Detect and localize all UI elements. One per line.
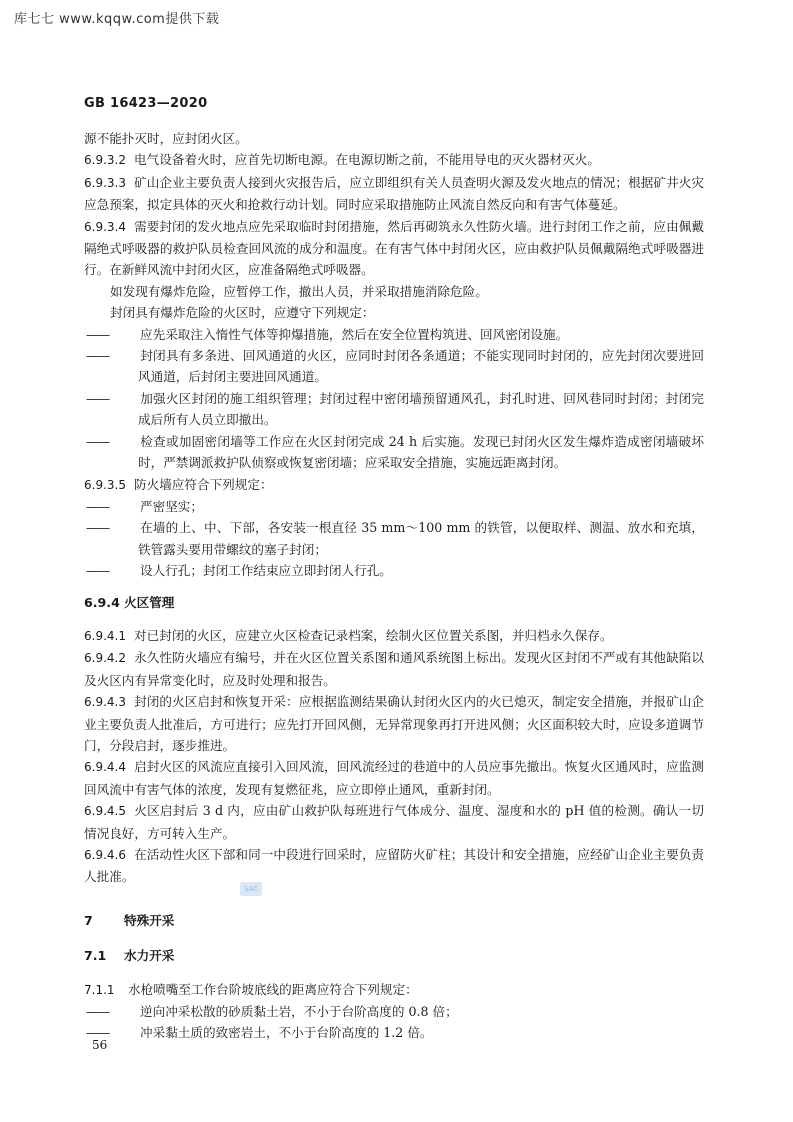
- list-item-text: 封闭具有多条进、回风通道的火区，应同时封闭各条通道；不能实现同时封闭的，应先封闭次要进回风通道，后封闭主要进回风通道。: [138, 348, 704, 385]
- em-dash-bullet: ——: [86, 348, 110, 364]
- clause-paragraph: [84, 149, 704, 171]
- list-item-text: 检查或加固密闭墙等工作应在火区封闭完成 24 h 后实施。发现已封闭火区发生爆炸造成密闭墙破坏时，严禁调派救护队侦察或恢复密闭墙；应采取安全措施，实施远距离封闭。: [138, 433, 704, 471]
- section-title: 特殊开采: [124, 912, 175, 928]
- document-body: [84, 128, 704, 1044]
- sac-stamp-icon: SAC: [240, 882, 262, 896]
- list-item: [86, 496, 704, 517]
- watermark-text: 库七七 www.kqqw.com提供下载: [14, 12, 220, 27]
- em-dash-bullet: ——: [86, 433, 110, 449]
- indented-paragraph: 封闭具有爆炸危险的火区时，应遵守下列规定：: [110, 305, 375, 321]
- section-number: 7: [84, 912, 93, 928]
- em-dash-bullet: ——: [86, 326, 110, 342]
- section-number: 6.9.4: [84, 594, 120, 610]
- paragraph: 源不能扑灭时，应封闭火区。: [84, 131, 248, 146]
- list-item-text: 应先采取注入惰性气体等抑爆措施，然后在安全位置构筑进、回风密闭设施。: [140, 326, 569, 342]
- clause-paragraph: [84, 800, 704, 844]
- em-dash-bullet: ——: [86, 390, 110, 406]
- list-item-text: 加强火区封闭的施工组织管理；封闭过程中密闭墙预留通风孔，封孔时进、回风巷同时封闭；封闭完成后所有人员立即撤出。: [138, 390, 704, 428]
- clause-number: 6.9.3.4: [84, 219, 126, 234]
- clause-paragraph: [84, 844, 704, 888]
- clause-number: 6.9.4.6: [84, 848, 126, 862]
- list-item-text: 逆向冲采松散的砂质黏土岩，不小于台阶高度的 0.8 倍；: [140, 1004, 458, 1020]
- clause-text: 防火墙应符合下列规定：: [134, 476, 273, 492]
- clause-number: 6.9.4.3: [84, 695, 126, 710]
- clause-paragraph: [84, 979, 704, 1001]
- list-item: [86, 388, 704, 431]
- clause-paragraph: [84, 647, 704, 691]
- clause-paragraph: [84, 691, 704, 756]
- clause-paragraph: [84, 756, 704, 800]
- section-title: 水力开采: [124, 948, 175, 964]
- section-title: 火区管理: [124, 594, 175, 610]
- clause-paragraph: [84, 625, 704, 647]
- list-item: [86, 1022, 704, 1043]
- clause-text: 永久性防火墙应有编号，并在火区位置关系图和通风系统图上标出。发现火区封闭不严或有其他缺陷以及火区内有异常变化时，应及时处理和报告。: [84, 650, 704, 688]
- clause-text: 在活动性火区下部和同一中段进行回采时，应留防火矿柱；其设计和安全措施，应经矿山企业主要负责人批准。: [84, 847, 704, 885]
- clause-number: 6.9.3.3: [84, 175, 126, 190]
- clause-text: 电气设备着火时，应首先切断电源。在电源切断之前，不能用导电的灭火器材灭火。: [134, 152, 600, 168]
- section-heading: [84, 592, 704, 613]
- clause-number: 6.9.4.1: [84, 628, 126, 643]
- clause-text: 封闭的火区启封和恢复开采：应根据监测结果确认封闭火区内的火已熄灭，制定安全措施，并报矿山企业主要负责人批准后，方可进行；应先打开回风侧，无异常现象再打开进风侧；火区面积较大时，应设多道调节门，分段启封，逐步推进。: [84, 694, 704, 753]
- clause-text: 需要封闭的发火地点应先采取临时封闭措施，然后再砌筑永久性防火墙。进行封闭工作之前，应由佩戴隔绝式呼吸器的救护队员检查回风流的成分和温度。在有害气体中封闭火区，应由救护队员佩戴隔绝式呼吸器进行。在新鲜风流中封闭火区，应准备隔绝式呼吸器。: [84, 218, 704, 278]
- clause-paragraph: [84, 172, 704, 216]
- em-dash-bullet: ——: [86, 563, 110, 579]
- page-number: 56: [92, 1038, 108, 1052]
- indented-paragraph: 如发现有爆炸危险，应暂停工作，撤出人员，并采取措施消除危险。: [110, 283, 488, 299]
- em-dash-bullet: ——: [86, 1004, 110, 1020]
- clause-text: 火区启封后 3 d 内，应由矿山救护队每班进行气体成分、温度、湿度和水的 pH 值的检测。确认一切情况良好，方可转入生产。: [84, 803, 704, 841]
- list-item: [86, 345, 704, 388]
- standard-header: GB 16423—2020: [84, 96, 208, 111]
- section-heading: [84, 910, 704, 931]
- list-item: [86, 431, 704, 474]
- section-number: 7.1: [84, 948, 107, 964]
- list-item-text: 严密坚实；: [140, 498, 203, 514]
- clause-text: 矿山企业主要负责人接到火灾报告后，应立即组织有关人员查明火源及发火地点的情况；根据矿井火灾应急预案，拟定具体的灭火和抢救行动计划。同时应采取措施防止风流自然反向和有害气体蔓延。: [84, 174, 704, 213]
- em-dash-bullet: ——: [86, 498, 110, 514]
- clause-text: 启封火区的风流应直接引入回风流，回风流经过的巷道中的人员应事先撤出。恢复火区通风时，应监测回风流中有害气体的浓度，发现有复燃征兆，应立即停止通风，重新封闭。: [84, 759, 704, 797]
- clause-number: 6.9.3.5: [84, 477, 126, 492]
- clause-number: 7.1.1: [84, 982, 115, 997]
- list-item: [86, 324, 704, 345]
- section-heading: [84, 945, 704, 966]
- list-item: [86, 560, 704, 581]
- clause-number: 6.9.4.4: [84, 760, 126, 775]
- list-item-text: 设人行孔；封闭工作结束应立即封闭人行孔。: [140, 563, 392, 579]
- clause-number: 6.9.4.2: [84, 651, 126, 666]
- em-dash-bullet: ——: [86, 1025, 110, 1041]
- list-item-text: 在墙的上、中、下部，各安装一根直径 35 mm～100 mm 的铁管，以便取样、测温、放水和充填，铁管露头要用带螺纹的塞子封闭；: [138, 520, 704, 557]
- clause-number: 6.9.4.5: [84, 804, 126, 819]
- clause-paragraph: [84, 216, 704, 281]
- list-item: [86, 1001, 704, 1022]
- list-item-text: 冲采黏土质的致密岩土，不小于台阶高度的 1.2 倍。: [140, 1025, 433, 1041]
- clause-number: 6.9.3.2: [84, 153, 126, 168]
- list-item: [86, 517, 704, 560]
- clause-paragraph: [84, 474, 704, 496]
- em-dash-bullet: ——: [86, 520, 110, 536]
- clause-text: 对已封闭的火区，应建立火区检查记录档案，绘制火区位置关系图，并归档永久保存。: [134, 627, 613, 643]
- clause-text: 水枪喷嘴至工作台阶坡底线的距离应符合下列规定：: [128, 981, 418, 997]
